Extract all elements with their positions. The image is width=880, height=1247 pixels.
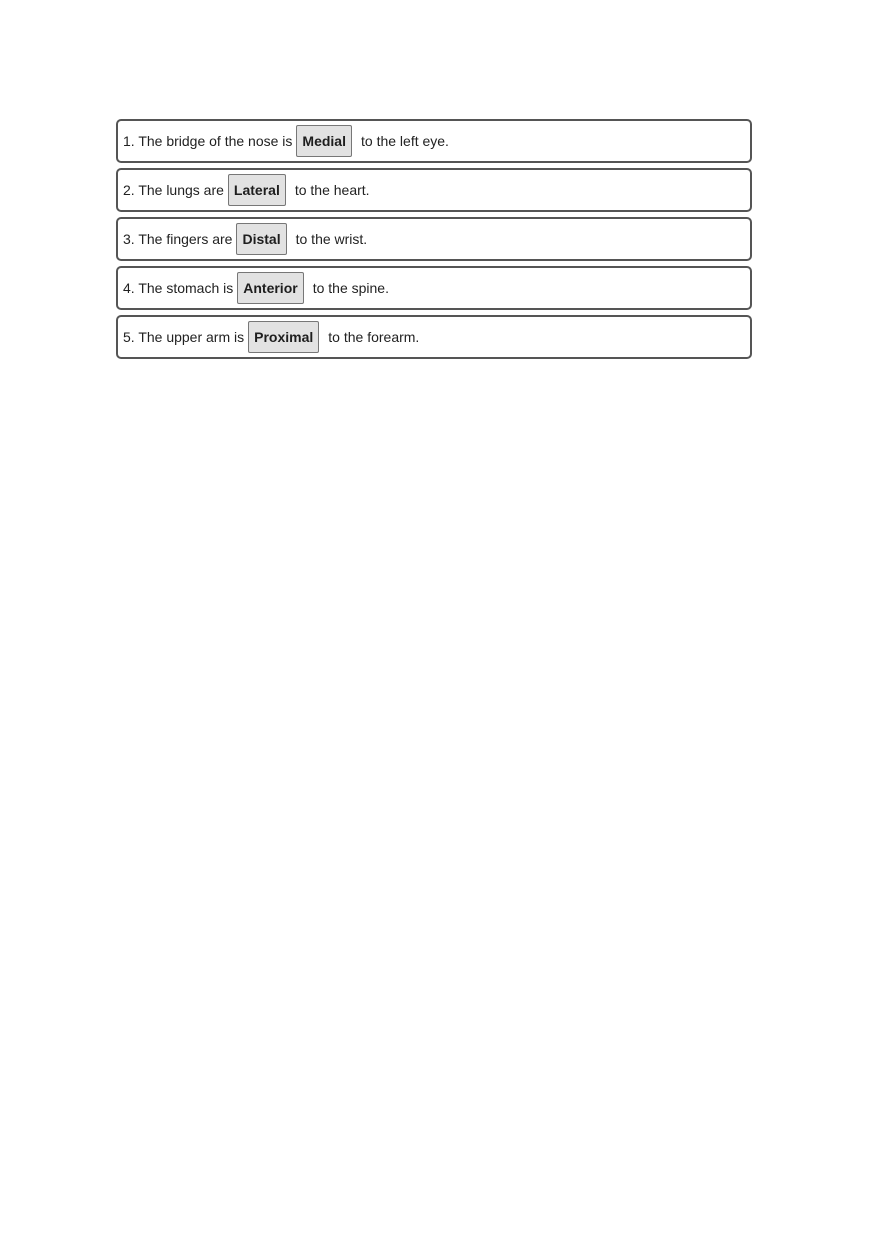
question-suffix: to the left eye. bbox=[361, 133, 449, 149]
answer-box[interactable]: Lateral bbox=[228, 174, 286, 206]
question-row-1 bbox=[116, 119, 752, 163]
answer-box[interactable]: Medial bbox=[296, 125, 352, 157]
question-suffix: to the heart. bbox=[294, 182, 370, 198]
answer-box[interactable]: Proximal bbox=[248, 321, 319, 353]
answer-box[interactable]: Distal bbox=[236, 223, 286, 255]
question-prefix: 1. The bridge of the nose is bbox=[123, 133, 293, 149]
question-suffix: to the spine. bbox=[312, 280, 389, 296]
question-row-3 bbox=[116, 217, 752, 261]
fill-in-blank-list bbox=[116, 119, 752, 364]
question-suffix: to the wrist. bbox=[295, 231, 368, 247]
question-suffix: to the forearm. bbox=[328, 329, 420, 345]
question-row-2 bbox=[116, 168, 752, 212]
question-prefix: 5. The upper arm is bbox=[123, 329, 245, 345]
question-prefix: 4. The stomach is bbox=[123, 280, 234, 296]
question-prefix: 3. The fingers are bbox=[123, 231, 233, 247]
question-row-5 bbox=[116, 315, 752, 359]
question-row-4 bbox=[116, 266, 752, 310]
answer-box[interactable]: Anterior bbox=[237, 272, 303, 304]
question-prefix: 2. The lungs are bbox=[123, 182, 224, 198]
